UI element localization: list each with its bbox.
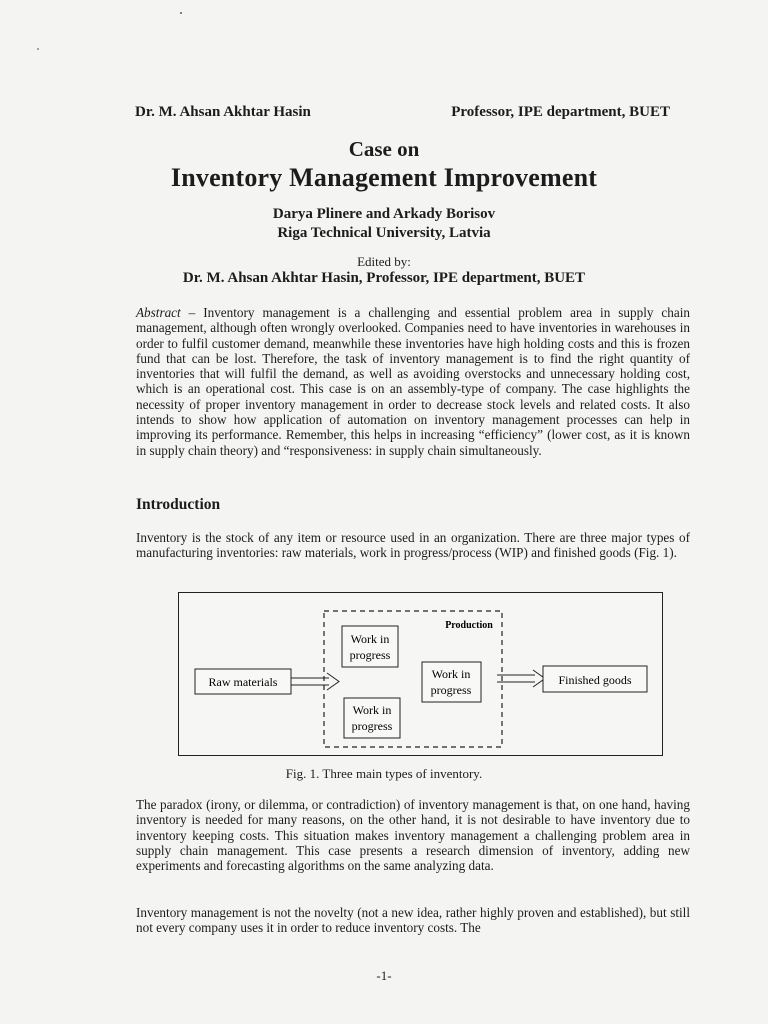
wip-bottom-line2: progress <box>351 719 393 733</box>
header-affiliation: Professor, IPE department, BUET <box>451 104 670 120</box>
scan-speck <box>37 48 39 50</box>
raw-materials-label: Raw materials <box>208 675 278 689</box>
title-prefix: Case on <box>348 137 420 161</box>
edited-by-label: Edited by: <box>357 254 411 269</box>
abstract-text: Inventory management is a challenging and essential problem area in supply chain management, although often wrongly overlooked. Companies need to have inventories in warehouses in order to fulfil customer demand, meanwhile these inventories have high holding costs and this is frozen fund that can be lost. Therefore, the task of inventory management is to find the right quantity of inventories that will fulfil the demand, as well as avoiding overstocks and unnecessary holding cost, which is an operational cost. This case is on an assembly-type of company. The case highlights the necessity of proper inventory management in order to decrease stock levels and related costs. It also intends to show how application of automation on inventory management processes can help in improving its performance. Remember, this helps in increasing “efficiency” (lower cost, as it is known in supply chain theory) and “responsiveness: in supply chain simultaneously. <box>136 305 690 458</box>
paper-authors: Darya Plinere and Arkady Borisov <box>272 206 496 222</box>
wip-mid-line2: progress <box>430 683 472 697</box>
figure-caption: Fig. 1. Three main types of inventory. <box>285 766 483 781</box>
figure-inventory-diagram <box>178 592 663 756</box>
header-author: Dr. M. Ahsan Akhtar Hasin <box>135 104 311 120</box>
abstract <box>136 305 690 458</box>
wip-mid-line1: Work in <box>431 667 471 681</box>
wip-top-line2: progress <box>349 648 391 662</box>
paper-university: Riga Technical University, Latvia <box>277 225 491 241</box>
abstract-lead: Abstract – <box>136 305 196 320</box>
finished-goods-label: Finished goods <box>558 673 632 687</box>
wip-top-line1: Work in <box>350 632 390 646</box>
production-label: Production <box>445 620 493 631</box>
body-paragraph: The paradox (irony, or dilemma, or contradiction) of inventory management is that, on one hand, having inventory is needed for many reasons, on the other hand, it is not desirable to have inventory due to inventory keeping costs. This situation makes inventory management a challenging problem area in supply chain management. This case presents a research dimension of inventory, adding new experiments and forecasting algorithms on the same analyzing data. <box>136 797 690 874</box>
arrow-raw-to-production-head <box>327 673 339 690</box>
page-number: -1- <box>376 968 392 983</box>
introduction-paragraph: Inventory is the stock of any item or resource used in an organization. There are three major types of manufacturing inventories: raw materials, work in progress/process (WIP) and finished goods (Fig. 1). <box>136 530 690 561</box>
wip-bottom-line1: Work in <box>352 703 392 717</box>
editor-name: Dr. M. Ahsan Akhtar Hasin, Professor, IPE department, BUET <box>182 270 586 286</box>
inventory-flow-diagram <box>179 593 662 755</box>
page-title: Inventory Management Improvement <box>170 163 598 192</box>
section-heading-introduction: Introduction <box>136 496 221 513</box>
body-paragraph: Inventory management is not the novelty (not a new idea, rather highly proven and established), but still not every company uses it in order to reduce inventory costs. The <box>136 905 690 936</box>
scan-speck <box>180 12 182 14</box>
